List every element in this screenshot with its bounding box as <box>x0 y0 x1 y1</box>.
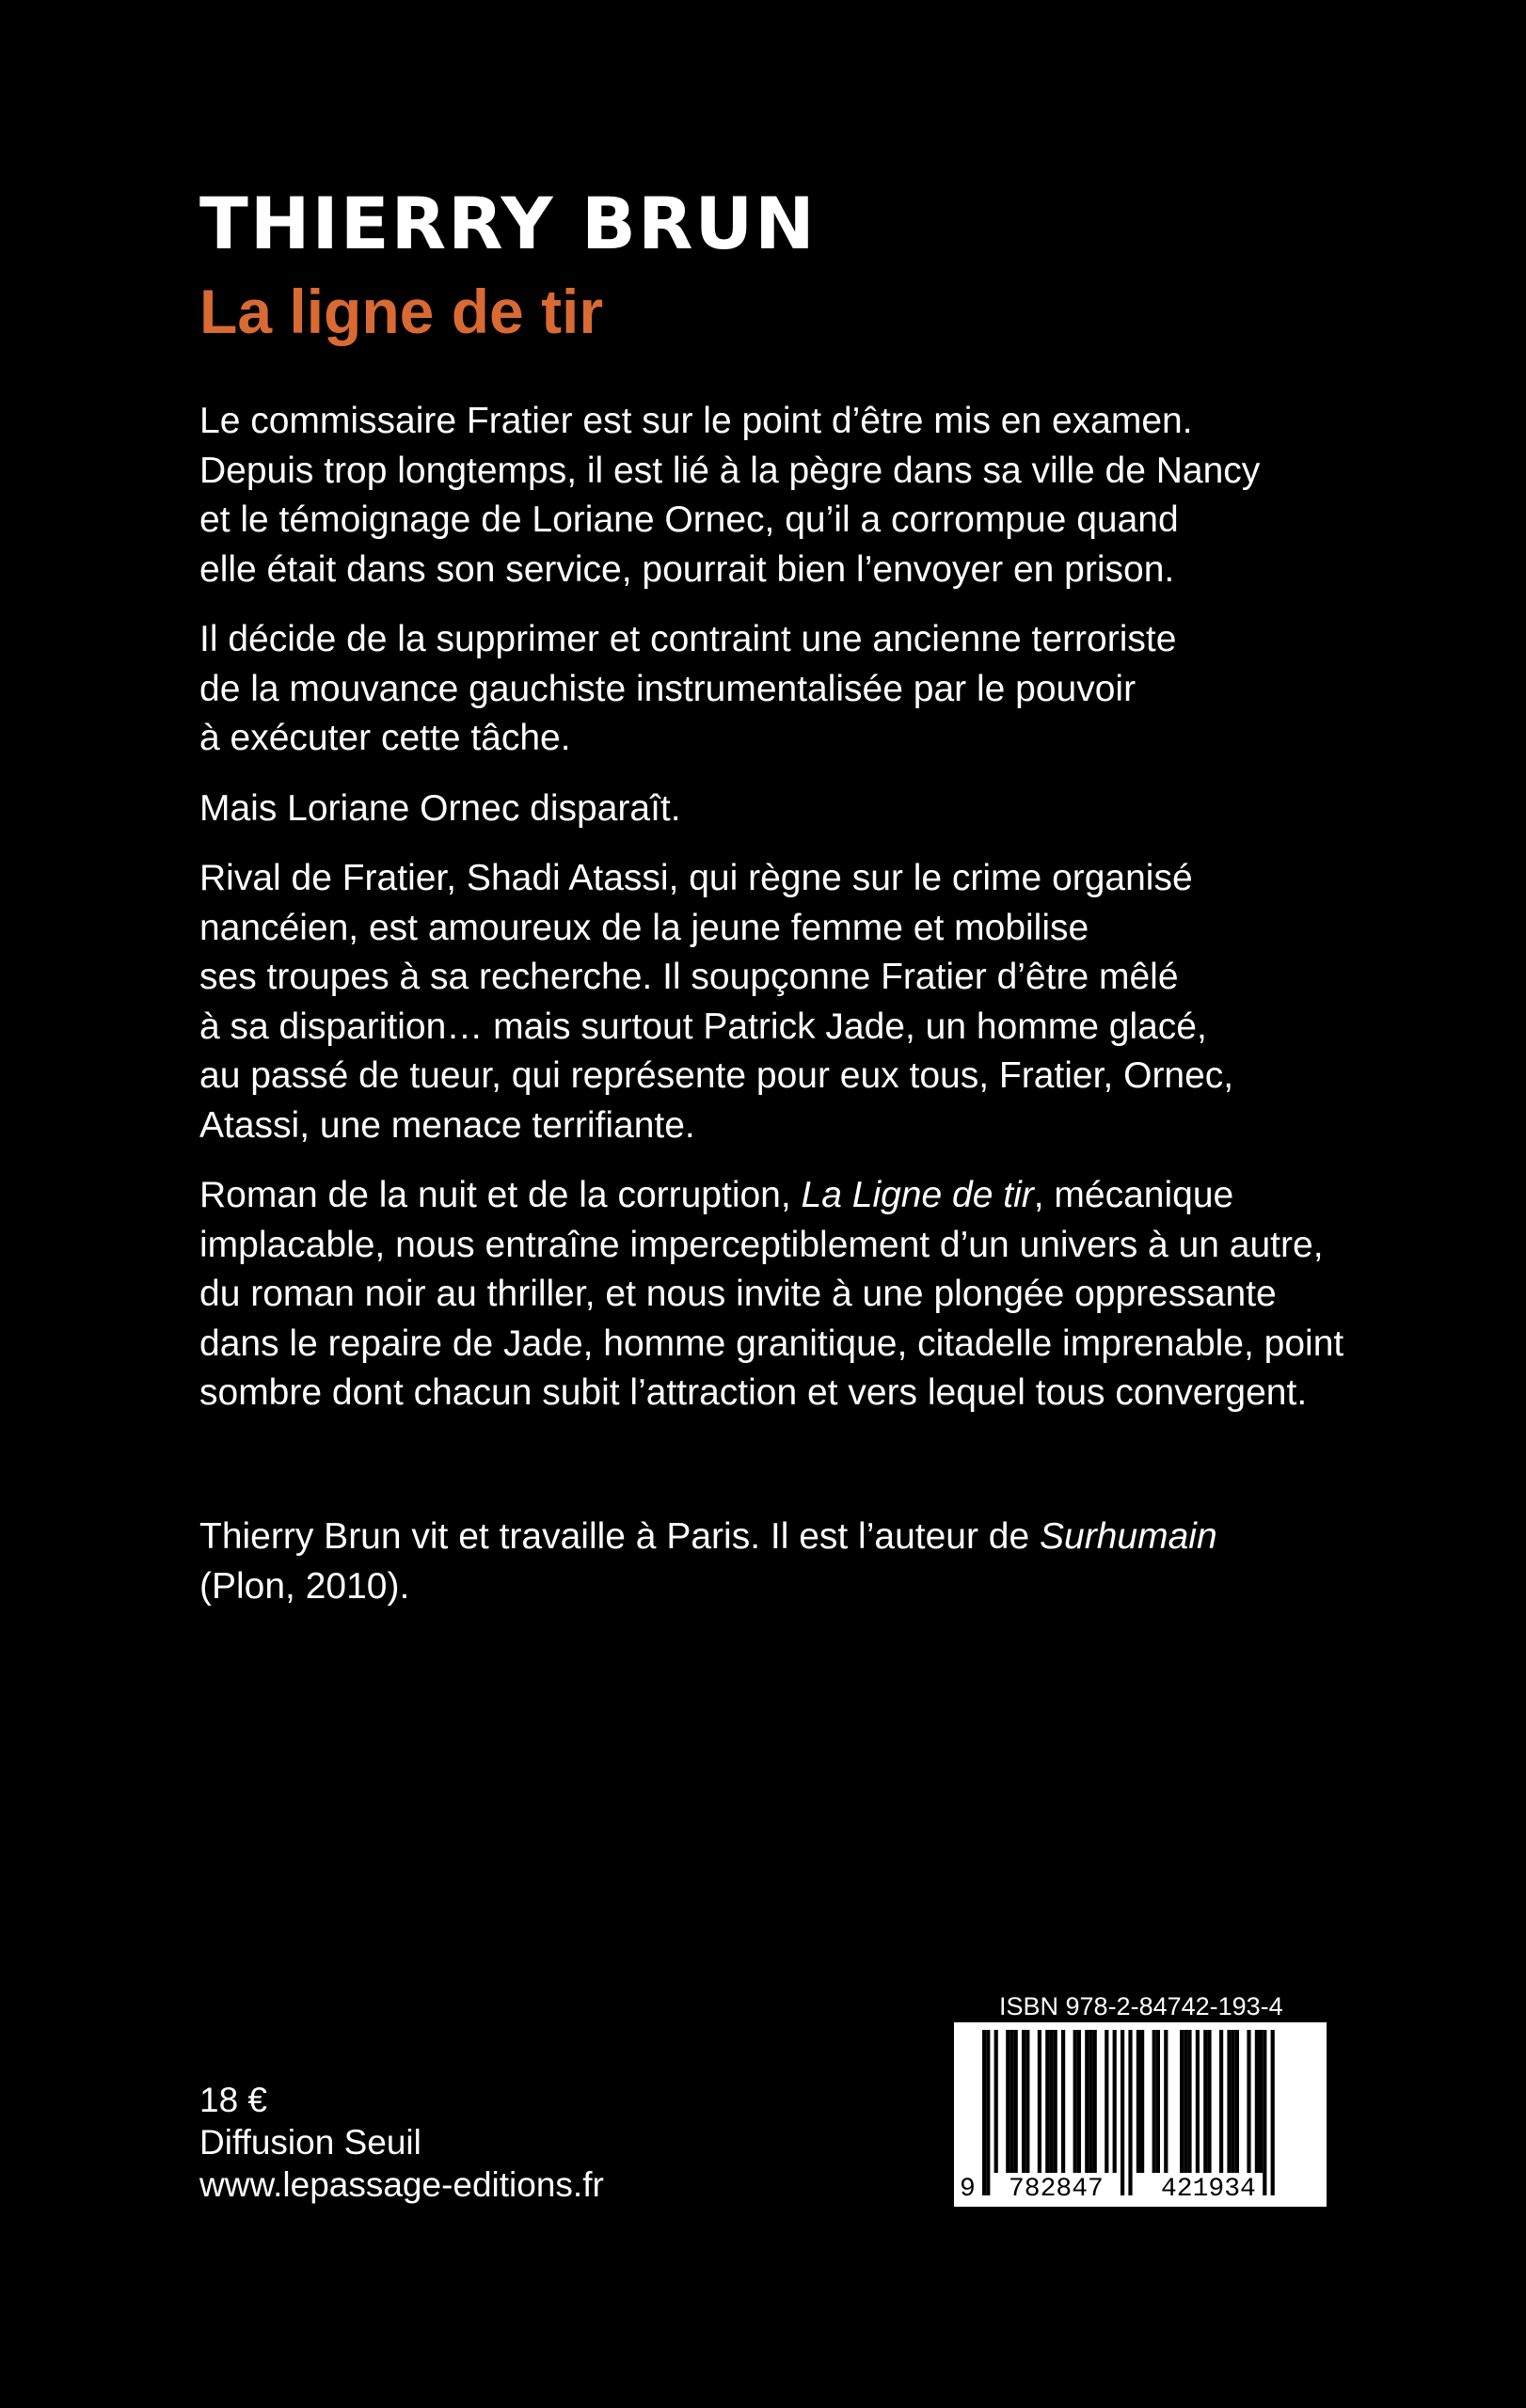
text-line: Mais Loriane Ornec disparaît. <box>199 787 681 829</box>
barcode-bar <box>1014 2030 1018 2173</box>
barcode-bar <box>1164 2030 1168 2173</box>
synopsis-paragraph-4 <box>199 854 1423 1150</box>
author-bio <box>199 1513 1423 1611</box>
barcode-bar <box>1049 2030 1053 2173</box>
barcode-first-digit: 9 <box>960 2175 976 2204</box>
text-line: de la mouvance gauchiste instrumentalisée par le pouvoir <box>199 668 1137 709</box>
barcode-right-group: 421934 <box>1161 2175 1256 2204</box>
barcode-bar <box>1203 2030 1207 2173</box>
barcode-bar <box>1121 2030 1124 2195</box>
price: 18 € <box>199 2081 268 2119</box>
barcode-bar <box>1054 2030 1057 2173</box>
barcode-bar <box>986 2030 990 2195</box>
barcode-bar <box>1235 2030 1239 2173</box>
isbn-label: ISBN 978-2-84742-193-4 <box>999 1992 1283 2020</box>
text-line: ses troupes à sa recherche. Il soupçonne Fratier d’être mêlé <box>199 957 1179 997</box>
barcode-bar <box>1009 2030 1013 2173</box>
barcode-bar <box>1219 2030 1223 2173</box>
barcode-bar <box>1255 2030 1259 2173</box>
synopsis-paragraph-1 <box>199 397 1423 594</box>
barcode-digits <box>954 2175 1327 2205</box>
barcode-bar <box>1180 2030 1184 2173</box>
previous-book-title: Surhumain <box>1040 1516 1217 1557</box>
barcode-bar <box>1128 2030 1132 2195</box>
text-line: implacable, nous entraîne imperceptiblement d’un univers à un autre, <box>199 1224 1324 1265</box>
book-title-italic: La Ligne de tir <box>801 1175 1034 1215</box>
barcode-bar <box>1152 2030 1156 2173</box>
barcode-bar <box>1207 2030 1211 2173</box>
barcode-bar <box>1196 2030 1200 2173</box>
barcode-bar <box>1077 2030 1081 2173</box>
barcode-left-group: 782847 <box>1009 2175 1104 2204</box>
barcode-bar <box>1259 2030 1263 2173</box>
text-segment: , mécanique <box>1033 1175 1234 1215</box>
barcode-bar <box>1105 2030 1108 2173</box>
barcode-bar <box>1085 2030 1089 2173</box>
publisher-info <box>199 2079 604 2206</box>
barcode-bar <box>1061 2030 1065 2173</box>
barcode-bar <box>1137 2030 1140 2173</box>
barcode-bar <box>1073 2030 1077 2173</box>
barcode-bar <box>1006 2030 1009 2173</box>
synopsis-paragraph-3 <box>199 784 1423 834</box>
barcode <box>954 2022 1327 2207</box>
barcode-bar <box>1232 2030 1235 2173</box>
synopsis <box>199 397 1423 1439</box>
barcode-bar <box>994 2030 998 2173</box>
text-line: à exécuter cette tâche. <box>199 718 571 758</box>
text-line: et le témoignage de Loriane Ornec, qu’il a corrompue quand <box>199 499 1179 540</box>
text-line: au passé de tueur, qui représente pour eux tous, Fratier, Ornec, <box>199 1055 1234 1096</box>
barcode-bar <box>1140 2030 1144 2173</box>
barcode-bar <box>1025 2030 1029 2173</box>
barcode-bar <box>1045 2030 1049 2173</box>
text-line: sombre dont chacun subit l’attraction et vers lequel tous convergent. <box>199 1372 1308 1413</box>
text-line <box>199 1513 1423 1562</box>
text-line: nancéien, est amoureux de la jeune femme et mobilise <box>199 907 1089 948</box>
book-title: La ligne de tir <box>199 277 604 346</box>
text-line: Rival de Fratier, Shadi Atassi, qui règne sur le crime organisé <box>199 858 1193 898</box>
text-line <box>199 1171 1423 1221</box>
text-line: Le commissaire Fratier est sur le point d’être mis en examen. <box>199 401 1193 441</box>
text-line: du roman noir au thriller, et nous invite à une plongée oppressante <box>199 1274 1277 1314</box>
distribution: Diffusion Seuil <box>199 2123 421 2162</box>
text-segment: Roman de la nuit et de la corruption, <box>199 1175 802 1215</box>
barcode-bar <box>1263 2030 1266 2195</box>
text-line: à sa disparition… mais surtout Patrick Jade, un homme glacé, <box>199 1006 1207 1047</box>
barcode-bar <box>1022 2030 1025 2173</box>
text-line: elle était dans son service, pourrait bien l’envoyer en prison. <box>199 548 1175 590</box>
text-line: (Plon, 2010). <box>199 1565 410 1607</box>
barcode-bar <box>1227 2030 1231 2173</box>
barcode-bar <box>1271 2030 1275 2195</box>
barcode-bar <box>1089 2030 1092 2173</box>
barcode-bar <box>1038 2030 1041 2173</box>
synopsis-paragraph-5 <box>199 1171 1423 1418</box>
author-name: THIERRY BRUN <box>199 182 817 265</box>
barcode-bar <box>1184 2030 1187 2173</box>
text-line: Atassi, une menace terrifiante. <box>199 1104 695 1146</box>
barcode-bar <box>1247 2030 1250 2173</box>
barcode-bar <box>1187 2030 1191 2173</box>
publisher-website: www.lepassage-editions.fr <box>199 2165 604 2204</box>
barcode-bar <box>1156 2030 1160 2173</box>
barcode-bar <box>1093 2030 1097 2173</box>
text-segment: Thierry Brun vit et travaille à Paris. Il est l’auteur de <box>199 1516 1041 1557</box>
barcode-bar <box>982 2030 986 2195</box>
synopsis-paragraph-2 <box>199 615 1423 764</box>
text-line: dans le repaire de Jade, homme granitique, citadelle imprenable, point <box>199 1323 1344 1364</box>
text-line: Il décide de la supprimer et contraint une ancienne terroriste <box>199 619 1177 659</box>
barcode-bar <box>1113 2030 1117 2173</box>
text-line: Depuis trop longtemps, il est lié à la pègre dans sa ville de Nancy <box>199 450 1261 491</box>
